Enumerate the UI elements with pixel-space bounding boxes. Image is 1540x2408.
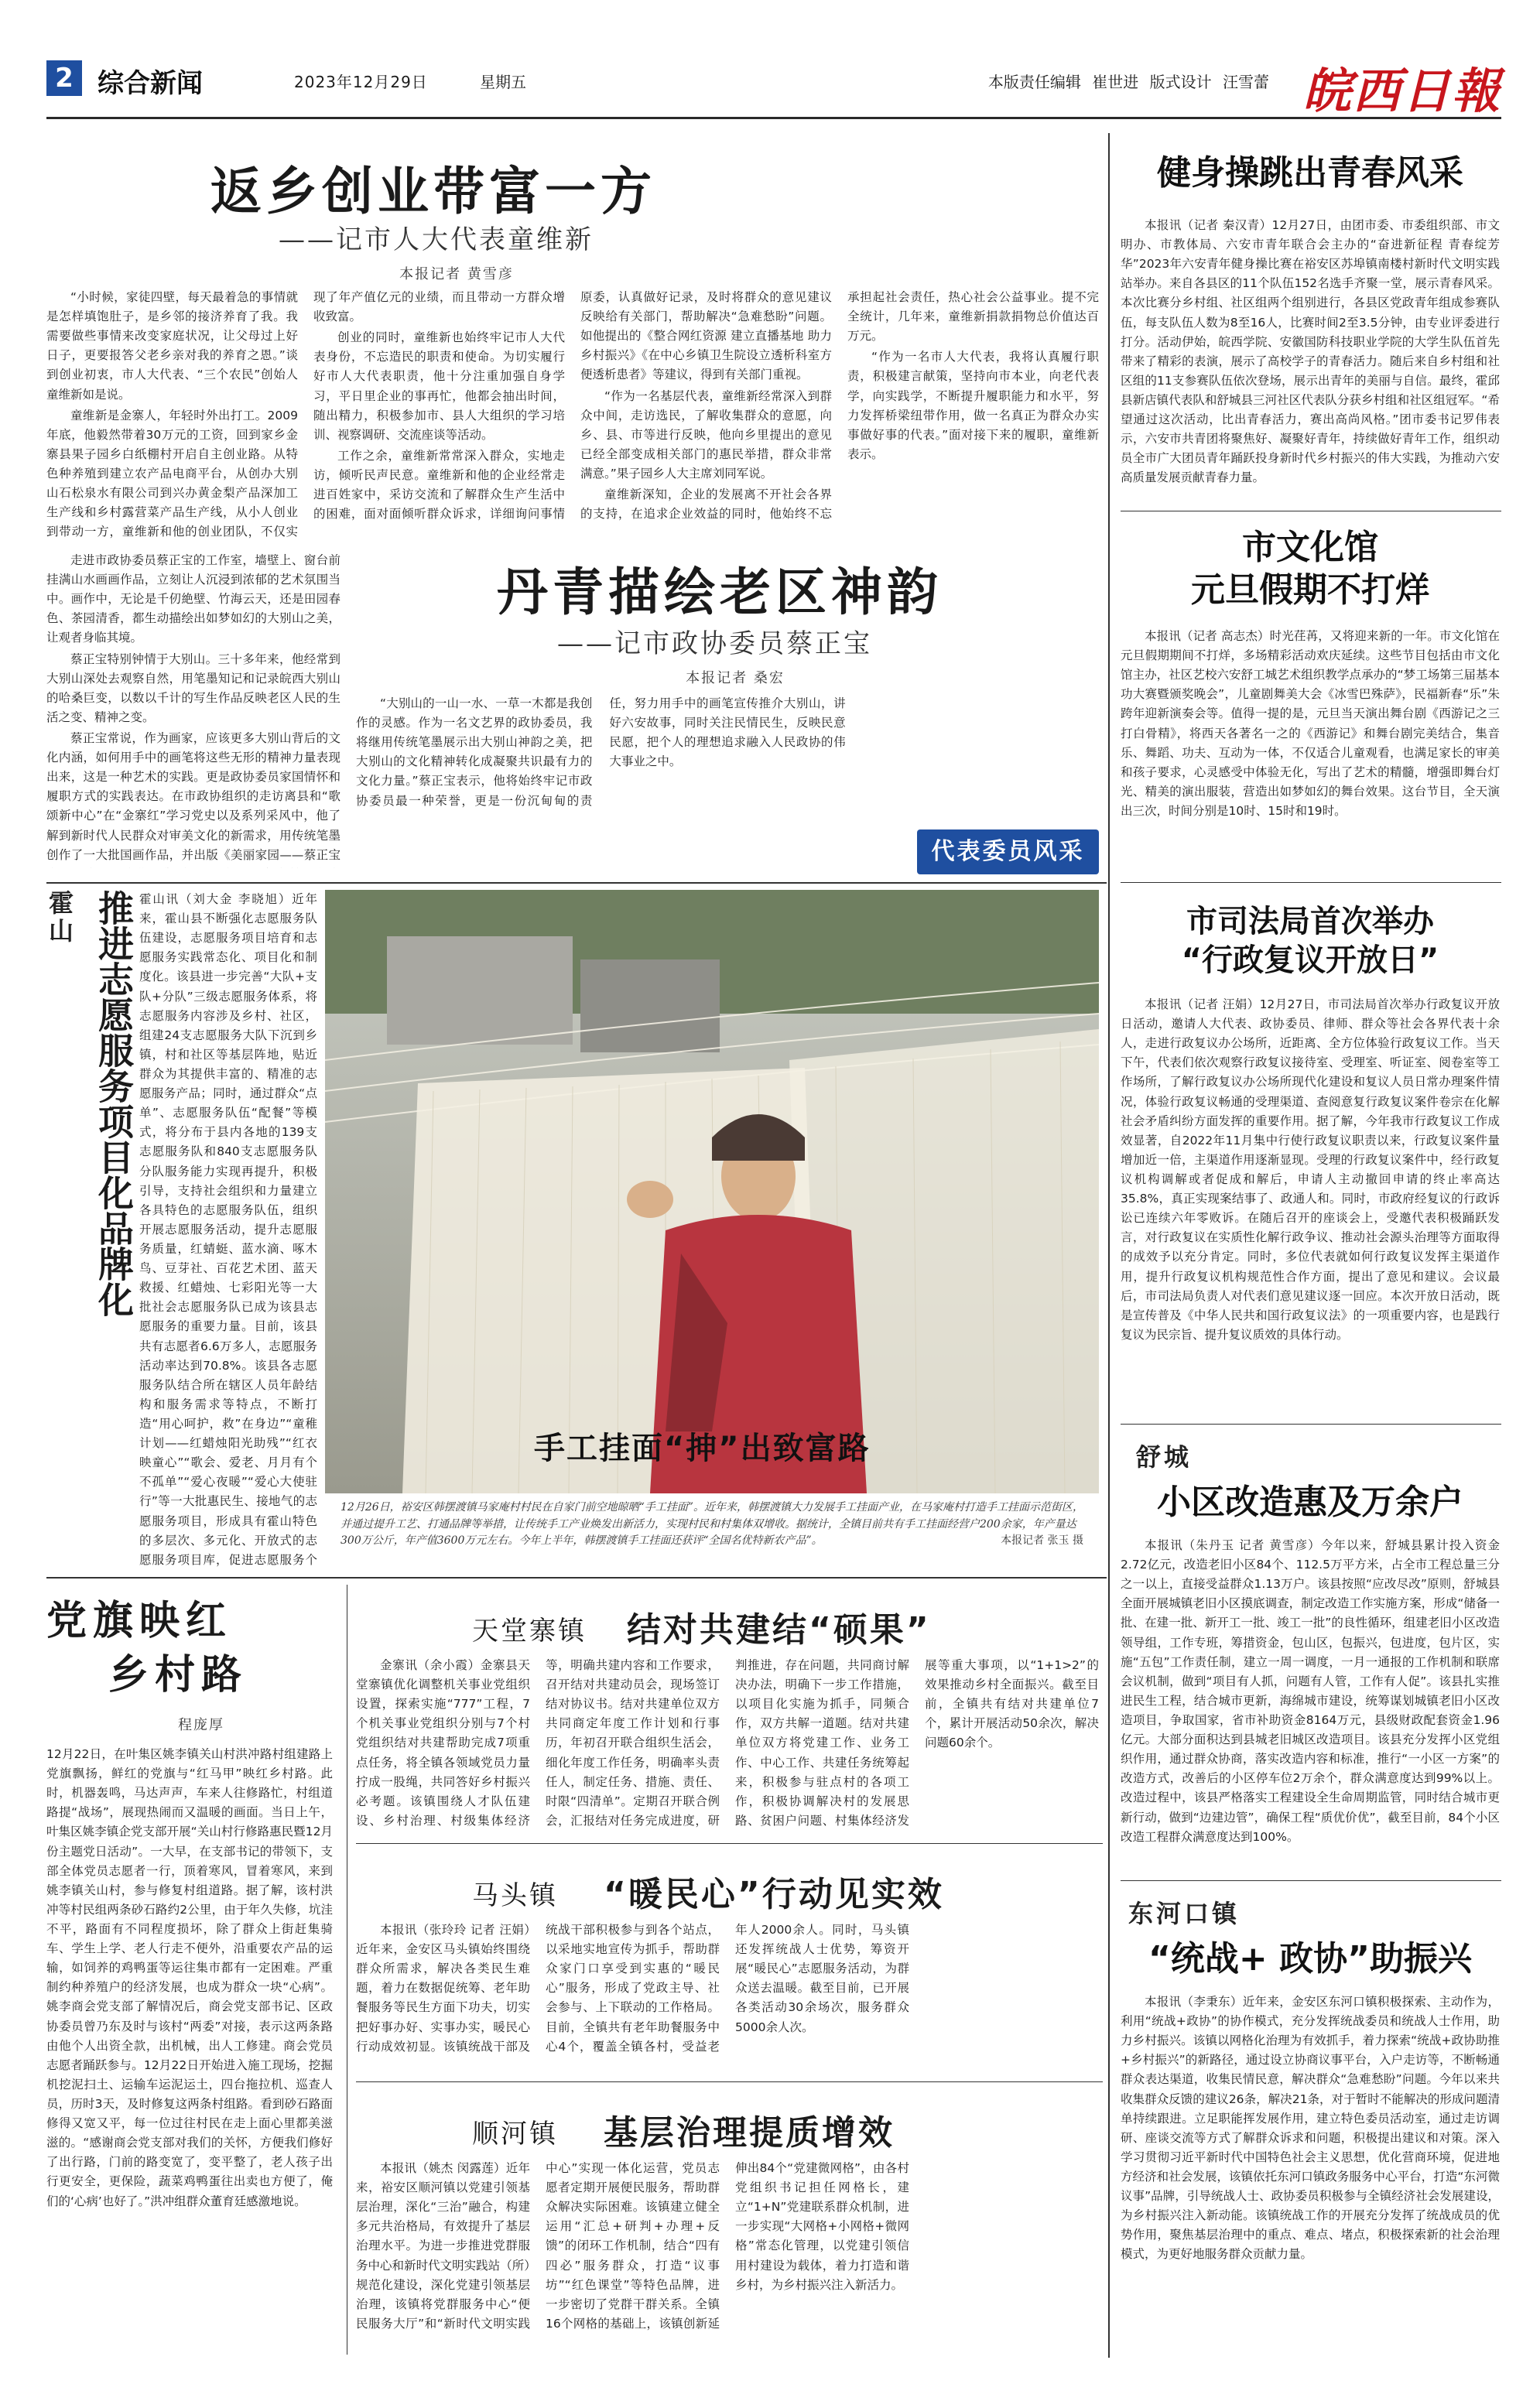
story-tag: 马头镇 xyxy=(472,1880,558,1911)
story-body: 本报讯（记者 秦汉青）12月27日，由团市委、市委组织部、市文明办、市教体局、六安市青年联合会主办的“奋进新征程 青春绽芳华”2023年六安青年健身操比赛在裕安区苏埠镇南楼村新时代文明实践站举办。来自各县区的11个队伍152名选手齐聚一堂，展示青春风采。本次比赛分乡村组、社区组两个组别进行，各县区党政青年组成参赛队伍，每支队伍人数为8至16人，比赛时间2至3.5分钟，由专业评委进行打分。活动伊始，皖西学院、安徽国防科技职业学院的大学生队伍首先带来了精彩的表演，展示了高校学子的青春活力。随后来自乡村组和社区组的11支参赛队伍依次登场，展示出青年的美丽与自信。最终，霍邱县新店镇代表队和舒城县三河社区代表队分获乡村组和社区组冠军。“希望通过这次活动，比出青春活力，赛出高尚风格。”团市委书记罗伟表示，六安市共青团将聚焦好、凝聚好青年，持续做好青年工作，组织动员全市广大团员青年踊跃投身新时代乡村振兴的伟大实践，为推动六安高质量发展贡献青春力量。 xyxy=(1121,218,1500,485)
story-body xyxy=(356,2089,1099,2352)
title-line: 元旦假期不打烊 xyxy=(1191,570,1429,610)
story-matouzhen xyxy=(356,1851,1099,2075)
story-body: 12月22日，在叶集区姚李镇关山村洪冲路村组建路上党旗飘扬，鲜红的党旗与“红马甲”映红乡村路。此时，机器轰鸣，马达声声，车来人往修路忙，村组道路提“战场”，展现热闹而又温暖的画面。当日上午，叶集区姚李镇企党支部开展“关山村行修路惠民暨12月份主题党日活动”。一大早，在支部书记的带领下，支部全体党员志愿者一行，顶着寒风，冒着寒风，来到姚李镇关山村，参与修复村组道路。据了解，该村洪冲等村民组两条砂石路约2公里，由于年久失修，坑洼不平，路面有不同程度损坏，除了群众上街赶集骑车、学生上学、老人行走不便外，沿重要农产品的运输，如饲养的鸡鸭蛋等运往集市都有一定困难。严重制约种养殖户的经济发展，也成为群众一块“心病”。姚李商会党支部了解情况后，商会党支部书记、区政协委员曾乃东及时与该村“两委”对接，表示这两条路由他个人出资全款，出机械，出人工修建。商会党员志愿者踊跃参与。12月22日开始进入施工现场，挖掘机挖泥扫土、运输车运泥运土，四台拖拉机、巡查人员，历时3天，及时修复这两条村组路。看到砂石路面修得又宽又平，每一位过往村民在走上面心里都美滋滋的。“感谢商会党支部对我们的关怀，方便我们修好了出行路，门前的路变宽了，变平整了，老人孩子出行更安全，更保险，蔬菜鸡鸭蛋往出卖也方便了，俺们的‘心病’也好了。”洪冲组群众董育廷感激地说。 xyxy=(46,1747,333,2208)
divider xyxy=(46,1577,1107,1579)
paragraph: “作为一名市人大代表，我将认真履行职责，积极建言献策，坚持向市本业，向老代表学，向实践学，不断提升履职能力和水平，努力发挥桥梁纽带作用，做一名真正为群众办实事做好事的代表。”面对接下来的履职，童维新表示。 xyxy=(847,350,1099,461)
story-body: 本报讯（记者 汪娟）12月27日，市司法局首次举办行政复议开放日活动，邀请人大代表、政协委员、律师、群众等社会各界代表十余人，走进行政复议办公场所，近距离、全方位体验行政复议工作。当天下午，代表们依次观察行政复议接待室、受理室、听证室、阅卷室等工作场所，了解行政复议办公场所现代化建设和复议人员日常办理案件情况，体验行政复议畅通的受理渠道、查阅意复行政复议案件卷宗在化解社会矛盾纠纷方面发挥的重要作用。据了解，今年我市行政复议工作成效显著，自2022年11月集中行使行政复议职责以来，行政复议案件量增加近一倍，主渠道作用逐渐显现。受理的行政复议案件中，经行政复议机构调解或者促成和解后，申请人主动撤回申请的终止率高达35.8%，真正实现案结事了、政通人和。同时，市政府经复议的行政诉讼已连续六年零败诉。在随后召开的座谈会上，受邀代表积极踊跃发言，对行政复议在实质性化解行政争议、推动社会源头治理等方面取得的成效予以充分肯定。同时，多位代表就如何行政复议发挥主渠道作用，提升行政复议机构规范性合作方面，提出了意见和建议。会议最后，市司法局负责人对代表们意见建议逐一回应。本次开放日活动，既是宣传普及《中华人民共和国行政复议法》的一项重要内容，也是践行复议为民宗旨、提升复议质效的具体行动。 xyxy=(1121,997,1500,1342)
title-line: 党旗映红 xyxy=(46,1598,233,1644)
story-shunhezhen xyxy=(356,2089,1099,2352)
story-title: 丹青描绘老区神韵 xyxy=(497,562,943,622)
story-body: 本报讯（记者 高志杰）时光荏苒，又将迎来新的一年。市文化馆在元旦假期期间不打烊，多场精彩活动欢庆延续。这些节目包括由市文化馆主办，社区艺校六安舒工城艺术组织教学点承办的“梦工场第三届基本功大赛暨颁奖晚会”，儿童剧舞美大会《冰雪巴殊萨》，民福新春“乐”朱跨年迎新演奏会等。值得一提的是，元旦当天演出舞台剧《西游记之三打白骨精》，将西天各著名一之的《西游记》和舞台剧完美结合，集音乐、舞蹈、功夫、互动为一体，不仅适合儿童观看，也满足家长的审美和孩子要求，心灵感受中体验无化，写出了艺术的精髓，增强即舞台灯光、精美的演出服装，营造出如梦如幻的舞台效果。这台节目，全天演出三次，时间分别是10时、15时和19时。 xyxy=(1121,629,1500,818)
title-line: 乡村路 xyxy=(108,1652,248,1699)
story-body: 本报讯（朱丹玉 记者 黄雪彦）今年以来，舒城县累计投入资金2.72亿元，改造老旧小区84个、112.5万平方米，占全市工程总量三分之一以上，直接受益群众1.13万户。该县按照“应改尽改”原则，舒城县全面开展城镇老旧小区摸底调查，制定改造工作实施方案，形成“储备一批、在建一批、新开工一批、竣工一批”的良性循环，组建老旧小区改造领导组，工作专班，筹措资金，包山区，包振兴，包进度，包片区，实施“五包”工作责任制，建立一周一调度，一月一通报的工作机制和联席会议机制，做到“项目有人抓，问题有人管，工作有人促”。该县扎实推进民生工程，结合城市更新，海绵城市建设，统筹谋划城镇老旧小区改造项目，争取国家，省市补助资金8164万元，县级财政配套资金1.96亿元。大部分面积达到县城老旧城区改造项目。该县充分发挥小区党组织作用，通过群众协商，落实改造内容和标准，推行“一小区一方案”的改造方式，改善后的小区停车位2万余个，群众满意度达到99%以上。改造过程中，该县严格落实工程建设全生命周期监管，同时结合城市更新行动，做到“边建边管”，确保工程“质优价优”，截至目前，84个小区改造工程群众满意度达到100%。 xyxy=(1121,1538,1500,1844)
story-body: 霍山讯（刘大金 李晓旭）近年来，霍山县不断强化志愿服务队伍建设，志愿服务项目培育和志愿服务实践常态化、项目化和制度化。该县进一步完善“大队+支队+分队”三级志愿服务体系，将志愿服务内容涉及乡村、社区，组建24支志愿服务大队下沉到乡镇，村和社区等基层阵地，贴近群众为其提供丰富的、精准的志愿服务产品；同时，通过群众“点单”、志愿服务队伍“配餐”等模式，将分布于县内各地的139支志愿服务队和840支志愿服务队分队服务能力实现再提升，积极引导，支持社会组织和力量建立各具特色的志愿服务队伍，组织开展志愿服务活动，提升志愿服务质量，红蜻蜓、蓝水滴、啄木鸟、豆芽社、百花艺术团、蓝天救援、红蜡烛、七彩阳光等一大批社会志愿服务队已成为该县志愿服务的重要力量。目前，该县共有志愿者6.6万多人，志愿服务活动率达到70.8%。该县各志愿服务队结合所在辖区人员年龄结构和服务需求等特点，不断打造“用心呵护，救”在身边”“童稚计划——红蜡烛阳光助残”“红衣映童心”“歌会、爱老、月月有个不孤单”“爱心夜暖”“爱心大使驻行”等一大批惠民生、接地气的志愿服务项目，形成具有霍山特色的多层次、多元化、开放式的志愿服务项目库，促进志愿服务个 xyxy=(139,892,317,1567)
divider xyxy=(1121,1880,1501,1881)
story-body xyxy=(46,288,1099,543)
divider xyxy=(356,2081,1103,2082)
photo-noodle-drying xyxy=(325,890,1099,1493)
page-number: 2 xyxy=(46,60,82,96)
divider xyxy=(46,882,1107,884)
caption-text: 12月26日，裕安区韩摆渡镇马家庵村村民在自家门前空地晾晒“手工挂面”。近年来，韩摆渡镇大力发展手工挂面产业，在马家庵村打造手工挂面示范街区，并通过提升工艺、打通品牌等举措，让传统手工产业焕发出新活力，实现村民和村集体双增收。据统计，全镇目前共有手工挂面经营户200余家，年产量达300万公斤，年产值3600万元左右。今年上半年，韩摆渡镇手工挂面还获评“全国名优特新农产品”。 xyxy=(341,1501,1083,1548)
story-title xyxy=(1121,526,1500,611)
photo-caption xyxy=(325,1500,1099,1569)
story-title xyxy=(1121,902,1500,980)
story-subtitle: ——记市人大代表童维新 xyxy=(279,224,594,255)
masthead xyxy=(46,56,1501,119)
story-title: 小区改造惠及万余户 xyxy=(1157,1483,1463,1522)
paragraph: 创业的同时，童维新也始终牢记市人大代表身份，不忘造民的职责和使命。为切实履行好市人大代表职责，他十分注重加强自身学习，平日里企业的事再忙，他都会抽出时间，随出精力，积极参加市、县人大组织的学习培训、视察调研、交流座谈等活动。 xyxy=(313,330,565,442)
paragraph: 蔡正宝常说，作为画家，应该更多大别山背后的文化内涵，如何用手中的画笔将这些无形的精神力量表现出来，这是一种艺术的实践。更是政协委员家国情怀和履职方式的实践表达。在市政协组织的走访离县和“歌颂新中心”在“金寨红”学习党史以及系列采风中，他了解到新时代人民群众对审美文化的新需求，用传统笔墨创作了一大批国画作品，并出版《美丽家园——蔡正宝 xyxy=(46,730,341,862)
story-culture-center xyxy=(1121,520,1500,884)
story-body xyxy=(356,1586,1099,1834)
story-tag: 霍山 xyxy=(45,890,74,946)
story-title: 基层治理提质增效 xyxy=(604,2113,895,2153)
story-fan-xiang-chuang-ye xyxy=(46,133,1099,543)
paragraph: “小时候，家徒四壁，每天最着急的事情就是怎样填饱肚子，是乡邻的接济养育了我。我需要做些事情来改变家庭状况，让父母过上好日子，更要报答父老乡亲对我的养育之恩。”谈到创业初衷，市人大代表、“三个农民”创始人童维新如是说。 xyxy=(46,290,298,402)
story-body xyxy=(356,1851,1099,2075)
story-justice-bureau xyxy=(1121,890,1500,1416)
paragraph: 蔡正宝特别钟情于大别山。三十多年来，他经常到大别山深处去观察自然，用笔墨知记和记录皖西大别山的哈桑巨变，以数以千计的写生作品反映老区人民的生活之变、精神之变。 xyxy=(46,652,341,724)
photo-credit: 本报记者 张玉 摄 xyxy=(1001,1534,1083,1548)
paragraph: “大别山的一山一水、一草一木都是我创作的灵感。作为一名文艺界的政协委员，我将继用传统笔墨展示出大别山神韵之美，把大别山的文化精神转化成凝聚共识最有力的文化力量。”蔡正宝表示，他将始终牢记市政协委员最一种荣誉，更是一份沉甸甸的责任，努力用手中的画笔宣传推介大别山，讲好六安故事，同时关注民情民生，反映民意民愿，把个人的理想追求融入人民政协的伟大事业之中。 xyxy=(356,696,846,808)
story-subtitle: ——记市政协委员蔡正宝 xyxy=(557,628,872,659)
paragraph: 工作之余，童维新常常深入群众，实地走访，倾听民声民意。童维新和他的企业经常走进百姓家中，采访交流和了解群众生产生活中的困难，面对面倾听群众诉求，详细询问事情原委，认真做好记录，及时将群众的意见建议反映给有关部门，帮助解决“急难愁盼”问题。如他提出的《整合网红资源 建立直播基地 助力乡村振兴》《在中心乡镇卫生院设立透析科室方便透析患者》等建议，得到有关部门重视。 xyxy=(313,290,832,522)
story-title: 推进志愿服务项目化品牌化 xyxy=(93,890,135,1317)
story-byline: 本报记者 桑宏 xyxy=(686,670,785,686)
newspaper-logo: 皖西日報 xyxy=(1302,63,1501,119)
paragraph: 童维新深知，企业的发展离不开社会各界的支持，在追求企业效益的同时，他始终不忘承担起社会责任，热心社会公益事业。提不完全统计，几年来，童维新捐款捐物总价值达百万元。 xyxy=(580,290,1099,522)
column-badge: 代表委员风采 xyxy=(917,829,1099,874)
story-tag: 舒城 xyxy=(1136,1442,1193,1472)
story-tag: 天堂寨镇 xyxy=(472,1616,587,1647)
title-line: 市司法局首次举办 xyxy=(1186,904,1434,939)
story-party-flag xyxy=(46,1586,341,2352)
story-tag: 顺河镇 xyxy=(472,2119,558,2150)
story-byline: 本报记者 黄雪彦 xyxy=(399,266,514,282)
story-body: 本报讯（李秉东）近年来，金安区东河口镇积极探索、主动作为，利用“统战+政协”的协作模式，充分发挥统战委员和统战人士作用，助力乡村振兴。该镇以网格化治理为有效抓手，着力探索“统战+政协助推+乡村振兴”的新路径，通过设立协商议事平台，入户走访等，不断畅通群众表达渠道，收集民情民意，解决群众“急难愁盼”问题。今年以来共收集群众反馈的建议26条，解决21条，对于暂时不能解决的形成问题清单持续跟进。立足职能挥发展作用，建立特色委员活动室，通过走访调研、座谈交流等方式了解群众诉求和问题，积极提出建议和对策。深入学习贯彻习近平新时代中国特色社会主义思想，优化营商环境，促进地方经济和社会发展，该镇依托东河口镇政务服务中心平台，打造“东河微议事”品牌，引导统战人士、政协委员积极参与全镇经济社会发展建设，为乡村振兴注入新动能。该镇统战工作的开展充分发挥了统战成员的优势作用，聚焦基层治理中的重点、难点、堵点，积极探索新的社会治理模式，为更好地服务群众贡献力量。 xyxy=(1121,1995,1500,2262)
story-tiantangzhai xyxy=(356,1586,1099,1834)
paragraph: “作为一名基层代表，童维新经常深入到群众中间，走访选民，了解收集群众的意愿，向乡、县、市等进行反映，他向乡里提出的意见已经全部变成相关部门的惠民举措，群众非常满意。”果子园乡人大主席刘同军说。 xyxy=(580,388,832,481)
story-title: 健身操跳出青春风采 xyxy=(1157,153,1463,193)
column-divider xyxy=(1108,133,1110,2358)
story-tag: 东河口镇 xyxy=(1128,1899,1241,1928)
story-title: “统战+ 政协”助振兴 xyxy=(1148,1939,1473,1979)
publish-weekday: 星期五 xyxy=(480,73,526,91)
story-fitness xyxy=(1121,139,1500,503)
editors-credit: 本版责任编辑 崔世进 版式设计 汪雪蕾 xyxy=(987,73,1269,91)
story-body xyxy=(356,694,1099,826)
story-dan-qing xyxy=(46,551,1099,876)
paragraph: 本报讯（张玲玲 记者 汪娟）近年来，金安区马头镇始终围绕群众所需求，解决各类民生难题，着力在数据促统筹、老年助餐服务等民生方面下功夫，切实把好事办好、实事办实，暖民心行动成效初显。该镇统战干部及统战干部积极参与到各个站点，以采地实地宣传为抓手，帮助群众家门口享受到实惠的“暖民心”服务，形成了党政主导、社会参与、上下联动的工作格局。目前，全镇共有老年助餐服务中心4个，覆盖全镇各村，受益老年人2000余人。同时，马头镇还发挥统战人士优势，筹资开展“暖民心”志愿服务活动，为群众送去温暖。截至目前，已开展各类活动30余场次，服务群众5000余人次。 xyxy=(356,1923,909,2054)
paragraph: 金寨讯（余小霞）金寨县天堂寨镇优化调整机关事业党组织设置，探索实施“777”工程，7个机关事业党组织分别与7个村党组织结对共建帮助完成7项重点任务，将全镇各领域党员力量拧成一股绳，共同答好乡村振兴必考题。该镇围绕人才队伍建设、乡村治理、村级集体经济等，明确共建内容和工作要求，召开结对共建动员会，现场签订结对协议书。结对共建单位双方共同商定年度工作计划和行事历，年初召开联合组织生活会，细化年度工作任务，明确率头责任人，制定任务、措施、责任、时限“四清单”。定期召开联合例会，汇报结对任务完成进度，研判推进，存在问题，共同商讨解决办法，明确下一步工作措施，以项目化实施为抓手，同频合作，双方共解一道题。结对共建单位双方将党建工作、业务工作、中心工作、共建任务统筹起来，积极参与驻点村的各项工作，积极协调解决村的发展思路、贫困户问题、村集体经济发展等重大事项，以“1+1>2”的效果推动乡村全面振兴。截至目前，全镇共有结对共建单位7个，累计开展活动50余次，解决问题60余个。 xyxy=(356,1658,1099,1828)
story-title: “暖民心”行动见实效 xyxy=(604,1875,944,1914)
section-name: 综合新闻 xyxy=(98,68,203,99)
publish-date: 2023年12月29日 xyxy=(294,73,428,91)
noodle-photo-illustration xyxy=(325,890,1099,1493)
story-body-lead xyxy=(46,551,341,868)
story-title xyxy=(46,1594,248,1702)
story-donghekou xyxy=(1121,1888,1500,2352)
story-huoshan-volunteer xyxy=(46,890,317,1571)
paragraph: 本报讯（姚杰 闵露莲）近年来，裕安区顺河镇以党建引领基层治理，深化“三治”融合，构建多元共治格局，有效提升了基层治理水平。为进一步推进党群服务中心和新时代文明实践站（所）规范化建设，深化党建引领基层治理，该镇将党群服务中心“便民服务大厅”和“新时代文明实践中心”实现一体化运营，党员志愿者定期开展便民服务，帮助群众解决实际困难。该镇建立健全运用“汇总+研判+办理+反馈”的闭环工作机制，结合“四有四必”服务群众，打造“议事坊”“红色课堂”等特色品牌，进一步密切了党群干群关系。全镇16个网格的基础上，该镇创新延伸出84个“党建微网格”，由各村党组织书记担任网格长，建立“1+N”党建联系群众机制，进一步实现“大网格+小网格+微网格”常态化管理，以党建引领信用村建设为载体，着力打造和谐乡村，为乡村振兴注入新活力。 xyxy=(356,2161,909,2331)
story-title: 返乡创业带富一方 xyxy=(210,161,656,221)
story-shucheng-renovation xyxy=(1121,1431,1500,1873)
divider xyxy=(356,1843,1103,1844)
title-line: 市文化馆 xyxy=(1242,528,1378,567)
paragraph: 童维新是金寨人，年轻时外出打工。2009年底，他毅然带着30万元的工资，回到家乡金寨县果子园乡白纸棚村开启自主创业路。从特色种养殖到建立农产品电商平台，从创办大别山石松泉水有限公司到兴办黄金梨产品深加工生产线和乡村露营菜产品生产线，从小人创业到带动一方，童维新和他的创业团队，不仅实现了年产值亿元的业绩，而且带动一方群众增收致富。 xyxy=(46,290,565,539)
divider xyxy=(1121,882,1501,883)
divider xyxy=(1121,1424,1501,1425)
photo-headline: 手工挂面“抻”出致富路 xyxy=(534,1431,871,1466)
title-line: “行政复议开放日” xyxy=(1181,942,1439,978)
story-title: 结对共建结“硕果” xyxy=(627,1610,931,1650)
paragraph: 走进市政协委员蔡正宝的工作室，墙壁上、窗台前挂满山水画画作品，立刻让人沉浸到浓郁的艺术氛围当中。画作中，无论是千仞絶壁、竹海云天，还是田园春色、茶园清香，都生动描绘出如梦如幻的大别山之美，让观者身临其境。 xyxy=(46,553,341,645)
story-byline: 程庞厚 xyxy=(178,1717,224,1733)
